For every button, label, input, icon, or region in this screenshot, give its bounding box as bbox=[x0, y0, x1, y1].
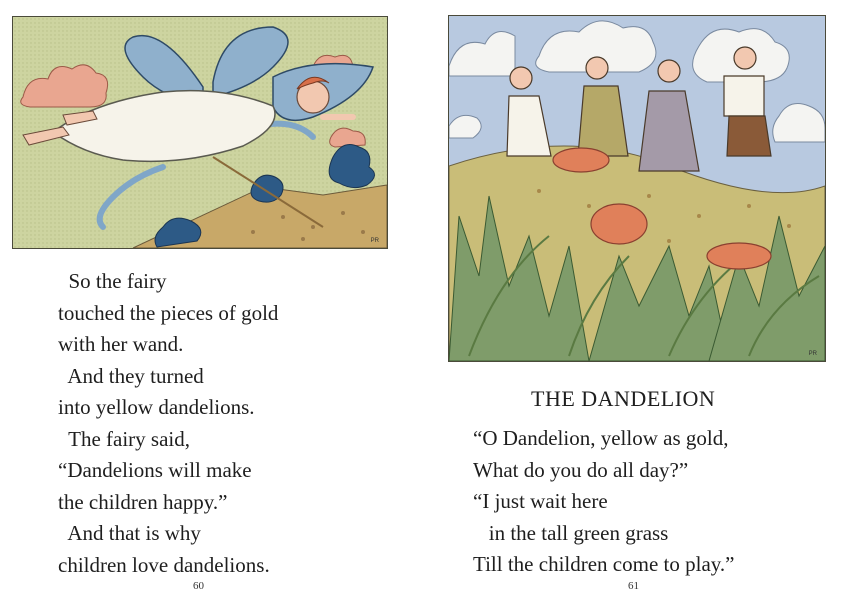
right-page bbox=[421, 0, 842, 615]
text-line: So the fairy bbox=[58, 269, 167, 293]
fairy-illustration-art bbox=[13, 17, 387, 248]
page-number: 60 bbox=[193, 580, 204, 592]
illustrator-monogram: PR bbox=[808, 351, 817, 357]
poem-line: in the tall green grass bbox=[473, 520, 669, 545]
poem-line: Till the children come to play.” bbox=[473, 552, 735, 576]
poem-text bbox=[473, 423, 734, 581]
text-line: with her wand. bbox=[58, 332, 184, 356]
illustrator-monogram: PR bbox=[370, 238, 379, 244]
text-line: And that is why bbox=[58, 521, 201, 545]
story-text bbox=[58, 266, 278, 581]
children-dandelion-illustration-art bbox=[449, 16, 825, 361]
poem-line: What do you do all day?” bbox=[473, 457, 689, 482]
poem-line: “O Dandelion, yellow as gold, bbox=[473, 426, 729, 450]
text-line: into yellow dandelions. bbox=[58, 395, 255, 419]
text-line: touched the pieces of gold bbox=[58, 300, 279, 325]
page-number: 61 bbox=[628, 580, 639, 592]
poem-line: “I just wait here bbox=[473, 489, 608, 513]
fairy-illustration bbox=[12, 16, 388, 249]
text-line: And they turned bbox=[58, 363, 204, 388]
text-line: The fairy said, bbox=[58, 426, 190, 451]
text-line: “Dandelions will make bbox=[58, 458, 252, 482]
children-dandelion-illustration bbox=[448, 15, 826, 362]
text-line: the children happy.” bbox=[58, 489, 228, 514]
poem-title: THE DANDELION bbox=[531, 386, 716, 411]
text-line: children love dandelions. bbox=[58, 552, 270, 577]
